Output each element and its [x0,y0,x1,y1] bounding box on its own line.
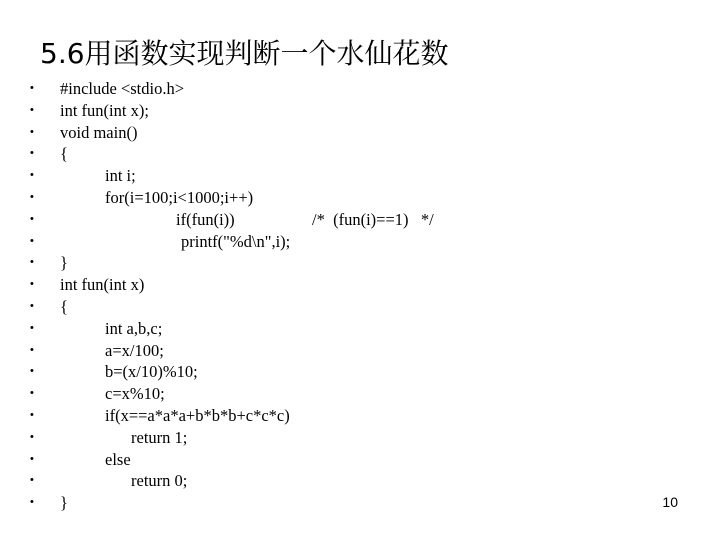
bullet-icon: • [30,125,34,138]
code-line [0,340,720,362]
code-line [0,209,720,231]
code-text: b=(x/10)%10; [105,362,198,382]
code-line [0,296,720,318]
code-comment: /* (fun(i)==1) */ [312,209,434,229]
code-text: else [105,449,131,469]
code-line [0,231,720,253]
code-text: int a,b,c; [105,318,163,338]
code-text: c=x%10; [105,384,165,404]
code-line [0,405,720,427]
code-text: return 1; [131,427,188,447]
bullet-icon: • [30,278,34,291]
code-line [0,274,720,296]
bullet-icon: • [30,147,34,160]
code-line [0,383,720,405]
code-listing [0,78,720,514]
bullet-icon: • [30,212,34,225]
code-text: } [60,493,68,513]
bullet-icon: • [30,169,34,182]
code-line [0,187,720,209]
code-line [0,318,720,340]
code-line [0,78,720,100]
bullet-icon: • [30,299,34,312]
code-line [0,427,720,449]
code-text: for(i=100;i<1000;i++) [105,187,254,207]
bullet-icon: • [30,343,34,356]
code-line [0,252,720,274]
bullet-icon: • [30,82,34,94]
code-text: int fun(int x); [60,100,149,120]
code-line [0,361,720,383]
bullet-icon: • [30,387,34,400]
code-text: } [60,253,68,273]
bullet-icon: • [30,103,34,116]
code-text: return 0; [131,471,188,491]
code-text: if(x==a*a*a+b*b*b+c*c*c) [105,405,290,425]
bullet-icon: • [30,234,34,247]
code-text: { [60,144,68,164]
bullet-icon: • [30,190,34,203]
bullet-icon: • [30,496,34,509]
code-text: if(fun(i)) [176,209,235,229]
bullet-icon: • [30,452,34,465]
bullet-icon: • [30,365,34,378]
bullet-icon: • [30,256,34,269]
code-text: void main() [60,122,138,142]
code-text: int fun(int x) [60,275,145,295]
code-text: a=x/100; [105,340,164,360]
bullet-icon: • [30,430,34,443]
code-line [0,100,720,122]
code-text: printf("%d\n",i); [181,231,291,251]
code-text: int i; [105,166,136,186]
code-text: { [60,296,68,316]
code-line [0,449,720,471]
page-number: 10 [662,494,678,510]
slide-title: 5.6用函数实现判断一个水仙花数 [40,37,449,70]
code-line [0,492,720,514]
bullet-icon: • [30,408,34,421]
code-line [0,470,720,492]
bullet-icon: • [30,321,34,334]
bullet-icon: • [30,474,34,487]
code-line [0,165,720,187]
code-text: #include <stdio.h> [60,79,185,98]
code-line [0,143,720,165]
code-line [0,122,720,144]
